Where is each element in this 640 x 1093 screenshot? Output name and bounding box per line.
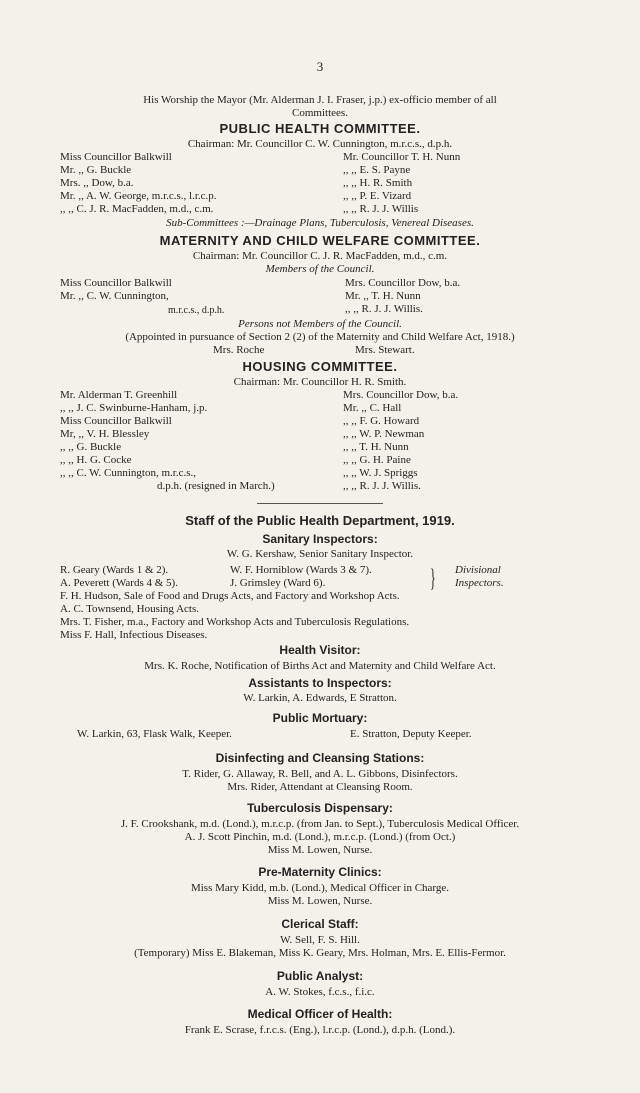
moh-line: Frank E. Scrase, f.r.c.s. (Eng.), l.r.c.p. (Lond.), d.p.h. (Lond.). xyxy=(184,1024,456,1036)
sanitary-heading: Sanitary Inspectors: xyxy=(262,532,378,546)
divisional-label: Divisional xyxy=(455,564,501,576)
housing-left-member: Miss Councillor Balkwill xyxy=(60,415,172,427)
housing-right-member: ,, ,, G. H. Paine xyxy=(343,454,411,466)
inspector-line: Miss F. Hall, Infectious Diseases. xyxy=(60,629,208,641)
maternity-members-label: Members of the Council. xyxy=(265,263,375,275)
tb-heading: Tuberculosis Dispensary: xyxy=(247,801,393,815)
mortuary-keeper: W. Larkin, 63, Flask Walk, Keeper. xyxy=(77,728,232,740)
housing-left-member: ,, ,, J. C. Swinburne-Hanham, j.p. xyxy=(60,402,208,414)
ph-right-member: ,, ,, E. S. Payne xyxy=(343,164,411,176)
ph-subcommittees: Sub-Committees :—Drainage Plans, Tuberculosis, Venereal Diseases. xyxy=(166,217,474,229)
housing-left-member: ,, ,, G. Buckle xyxy=(60,441,122,453)
public-health-chairman: Chairman: Mr. Councillor C. W. Cunnington, m.r.c.s., d.p.h. xyxy=(187,138,453,150)
maternity-title: MATERNITY AND CHILD WELFARE COMMITTEE. xyxy=(159,233,481,248)
housing-right-member: ,, ,, W. P. Newman xyxy=(343,428,425,440)
staff-title: Staff of the Public Health Department, 1919. xyxy=(185,513,455,528)
housing-right-member: Mr. ,, C. Hall xyxy=(343,402,402,414)
senior-inspector: W. G. Kershaw, Senior Sanitary Inspector. xyxy=(226,548,414,560)
housing-right-member: ,, ,, W. J. Spriggs xyxy=(343,467,418,479)
maternity-appointed: (Appointed in pursuance of Section 2 (2) of the Maternity and Child Welfare Act, 1918.) xyxy=(125,331,515,343)
housing-right-member: Mrs. Councillor Dow, b.a. xyxy=(343,389,459,401)
maternity-person: Mrs. Roche xyxy=(213,344,265,356)
assistants-heading: Assistants to Inspectors: xyxy=(248,676,392,690)
mortuary-deputy: E. Stratton, Deputy Keeper. xyxy=(350,728,472,740)
tb-line: Miss M. Lowen, Nurse. xyxy=(267,844,373,856)
intro-line-2: Committees. xyxy=(292,107,348,119)
ph-right-member: Mr. Councillor T. H. Nunn xyxy=(343,151,461,163)
visitor-heading: Health Visitor: xyxy=(279,643,361,657)
section-divider xyxy=(257,503,383,504)
mortuary-heading: Public Mortuary: xyxy=(272,711,368,725)
assistants-line: W. Larkin, A. Edwards, E Stratton. xyxy=(243,692,397,704)
prematernity-heading: Pre-Maternity Clinics: xyxy=(258,865,382,879)
disinfecting-line: T. Rider, G. Allaway, R. Bell, and A. L. Gibbons, Disinfectors. xyxy=(182,768,458,780)
inspector-line: Mrs. T. Fisher, m.a., Factory and Workshop Acts and Tuberculosis Regulations. xyxy=(60,616,410,628)
moh-heading: Medical Officer of Health: xyxy=(247,1007,393,1021)
ph-left-member: ,, ,, C. J. R. MacFadden, m.d., c.m. xyxy=(60,203,214,215)
housing-title: HOUSING COMMITTEE. xyxy=(242,359,398,374)
mat-right-member: Mrs. Councillor Dow, b.a. xyxy=(345,277,461,289)
housing-right-member: ,, ,, T. H. Nunn xyxy=(343,441,409,453)
housing-chairman: Chairman: Mr. Councillor H. R. Smith. xyxy=(233,376,407,388)
inspector-line: A. C. Townsend, Housing Acts. xyxy=(60,603,199,615)
housing-left-member: d.p.h. (resigned in March.) xyxy=(157,480,275,492)
housing-left-member: Mr, ,, V. H. Blessley xyxy=(60,428,150,440)
disinfecting-line: Mrs. Rider, Attendant at Cleansing Room. xyxy=(227,781,413,793)
analyst-line: A. W. Stokes, f.c.s., f.i.c. xyxy=(265,986,375,998)
brace-glyph: } xyxy=(430,563,436,593)
mat-right-member: Mr. ,, T. H. Nunn xyxy=(345,290,421,302)
page-number: 3 xyxy=(316,59,324,74)
mat-left-member: m.r.c.s., d.p.h. xyxy=(168,305,225,316)
maternity-nonmembers-label: Persons not Members of the Council. xyxy=(238,318,402,330)
tb-line: J. F. Crookshank, m.d. (Lond.), m.r.c.p. (from Jan. to Sept.), Tuberculosis Medical Officer. xyxy=(120,818,520,830)
divisional-inspector: R. Geary (Wards 1 & 2). xyxy=(60,564,169,576)
visitor-line: Mrs. K. Roche, Notification of Births Act and Maternity and Child Welfare Act. xyxy=(144,660,496,672)
clerical-line: W. Sell, F. S. Hill. xyxy=(280,934,360,946)
ph-left-member: Mrs. ,, Dow, b.a. xyxy=(60,177,134,189)
housing-left-member: Mr. Alderman T. Greenhill xyxy=(60,389,178,401)
disinfecting-heading: Disinfecting and Cleansing Stations: xyxy=(215,751,425,765)
ph-left-member: Miss Councillor Balkwill xyxy=(60,151,172,163)
clerical-line: (Temporary) Miss E. Blakeman, Miss K. Geary, Mrs. Holman, Mrs. E. Ellis-Fermor. xyxy=(134,947,506,959)
analyst-heading: Public Analyst: xyxy=(276,969,364,983)
ph-left-member: Mr. ,, G. Buckle xyxy=(60,164,132,176)
intro-line-1: His Worship the Mayor (Mr. Alderman J. I. Fraser, j.p.) ex-officio member of all xyxy=(143,94,497,106)
housing-left-member: ,, ,, H. G. Cocke xyxy=(60,454,132,466)
maternity-person: Mrs. Stewart. xyxy=(355,344,415,356)
clerical-heading: Clerical Staff: xyxy=(281,917,359,931)
tb-line: A. J. Scott Pinchin, m.d. (Lond.), m.r.c.p. (Lond.) (from Oct.) xyxy=(184,831,456,843)
mat-right-member: ,, ,, R. J. J. Willis. xyxy=(345,303,423,315)
inspector-line: F. H. Hudson, Sale of Food and Drugs Acts, and Factory and Workshop Acts. xyxy=(60,590,400,602)
divisional-inspector: A. Peverett (Wards 4 & 5). xyxy=(60,577,178,589)
ph-right-member: ,, ,, H. R. Smith xyxy=(343,177,413,189)
divisional-label: Inspectors. xyxy=(455,577,504,589)
public-health-title: PUBLIC HEALTH COMMITTEE. xyxy=(219,121,421,136)
maternity-chairman: Chairman: Mr. Councillor C. J. R. MacFadden, m.d., c.m. xyxy=(192,250,448,262)
housing-left-member: ,, ,, C. W. Cunnington, m.r.c.s., xyxy=(60,467,196,479)
prematernity-line: Miss Mary Kidd, m.b. (Lond.), Medical Officer in Charge. xyxy=(190,882,450,894)
mat-left-member: Mr. ,, C. W. Cunnington, xyxy=(60,290,169,302)
ph-right-member: ,, ,, R. J. J. Willis xyxy=(343,203,419,215)
housing-right-member: ,, ,, R. J. J. Willis. xyxy=(343,480,421,492)
ph-left-member: Mr. ,, A. W. George, m.r.c.s., l.r.c.p. xyxy=(60,190,217,202)
mat-left-member: Miss Councillor Balkwill xyxy=(60,277,172,289)
divisional-inspector: J. Grimsley (Ward 6). xyxy=(230,577,326,589)
housing-right-member: ,, ,, F. G. Howard xyxy=(343,415,420,427)
ph-right-member: ,, ,, P. E. Vizard xyxy=(343,190,412,202)
prematernity-line: Miss M. Lowen, Nurse. xyxy=(267,895,373,907)
divisional-inspector: W. F. Horniblow (Wards 3 & 7). xyxy=(230,564,372,576)
